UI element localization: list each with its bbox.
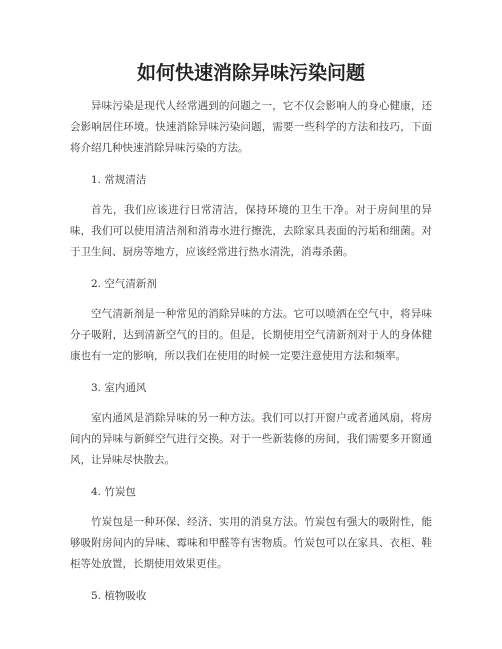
section-heading-2: 2. 空气清新剂 [91, 278, 157, 290]
section-body-2: 空气清新剂是一种常见的消除异味的方法。它可以喷洒在空气中，将异味分子吸附，达到清新空气的目的。但是，长期使用空气清新剂对于人的身体健康也有一定的影响，所以我们在使用的时候一定要注意使用方法和频率。 [70, 308, 432, 362]
section-heading-4: 4. 竹炭包 [91, 486, 136, 498]
section-body-1: 首先，我们应该进行日常清洁，保持环境的卫生干净。对于房间里的异味，我们可以使用清洁剂和消毒水进行擦洗，去除家具表面的污垢和细菌。对于卫生间、厨房等地方，应该经常进行热水清洗，消毒杀菌。 [70, 204, 432, 258]
section-body-4: 竹炭包是一种环保、经济、实用的消臭方法。竹炭包有强大的吸附性，能够吸附房间内的异味、霉味和甲醛等有害物质。竹炭包可以在家具、衣柜、鞋柜等处放置，长期使用效果更佳。 [70, 516, 432, 570]
section-heading-5: 5. 植物吸收 [91, 590, 147, 602]
section-heading-1: 1. 常规清洁 [91, 174, 147, 186]
section-body-3: 室内通风是消除异味的另一种方法。我们可以打开窗户或者通风扇，将房间内的异味与新鲜空气进行交换。对于一些新装修的房间，我们需要多开窗通风，让异味尽快散去。 [70, 412, 432, 466]
document-body [70, 96, 432, 607]
document-title: 如何快速消除异味污染问题 [136, 62, 365, 84]
section-heading-3: 3. 室内通风 [91, 382, 147, 394]
intro-paragraph: 异味污染是现代人经常遇到的问题之一，它不仅会影响人的身心健康，还会影响居住环境。快速消除异味污染问题，需要一些科学的方法和技巧，下面将介绍几种快速消除异味污染的方法。 [70, 100, 432, 154]
